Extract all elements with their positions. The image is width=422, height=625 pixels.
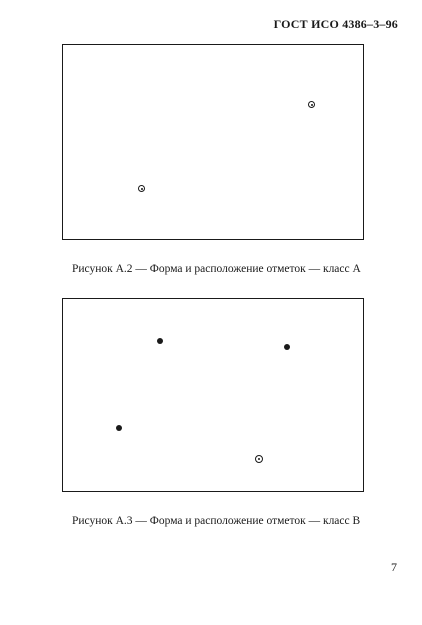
page-number: 7 <box>391 560 397 574</box>
figure-a3-mark-ring <box>255 455 263 463</box>
figure-a2-mark-ring <box>138 185 145 192</box>
figure-a3-mark-solid <box>157 338 163 344</box>
figure-a2-caption: Рисунок А.2 — Форма и расположение отметок — класс А <box>72 263 361 275</box>
figure-a3-caption: Рисунок А.3 — Форма и расположение отметок — класс В <box>72 515 361 527</box>
figure-a2-frame <box>62 44 364 240</box>
figure-a3-frame <box>62 298 364 492</box>
figure-a2-mark-ring <box>308 101 315 108</box>
figure-a3-mark-solid <box>116 425 122 431</box>
document-code-header: ГОСТ ИСО 4386–3–96 <box>273 17 398 31</box>
figure-a3-mark-solid <box>284 344 290 350</box>
